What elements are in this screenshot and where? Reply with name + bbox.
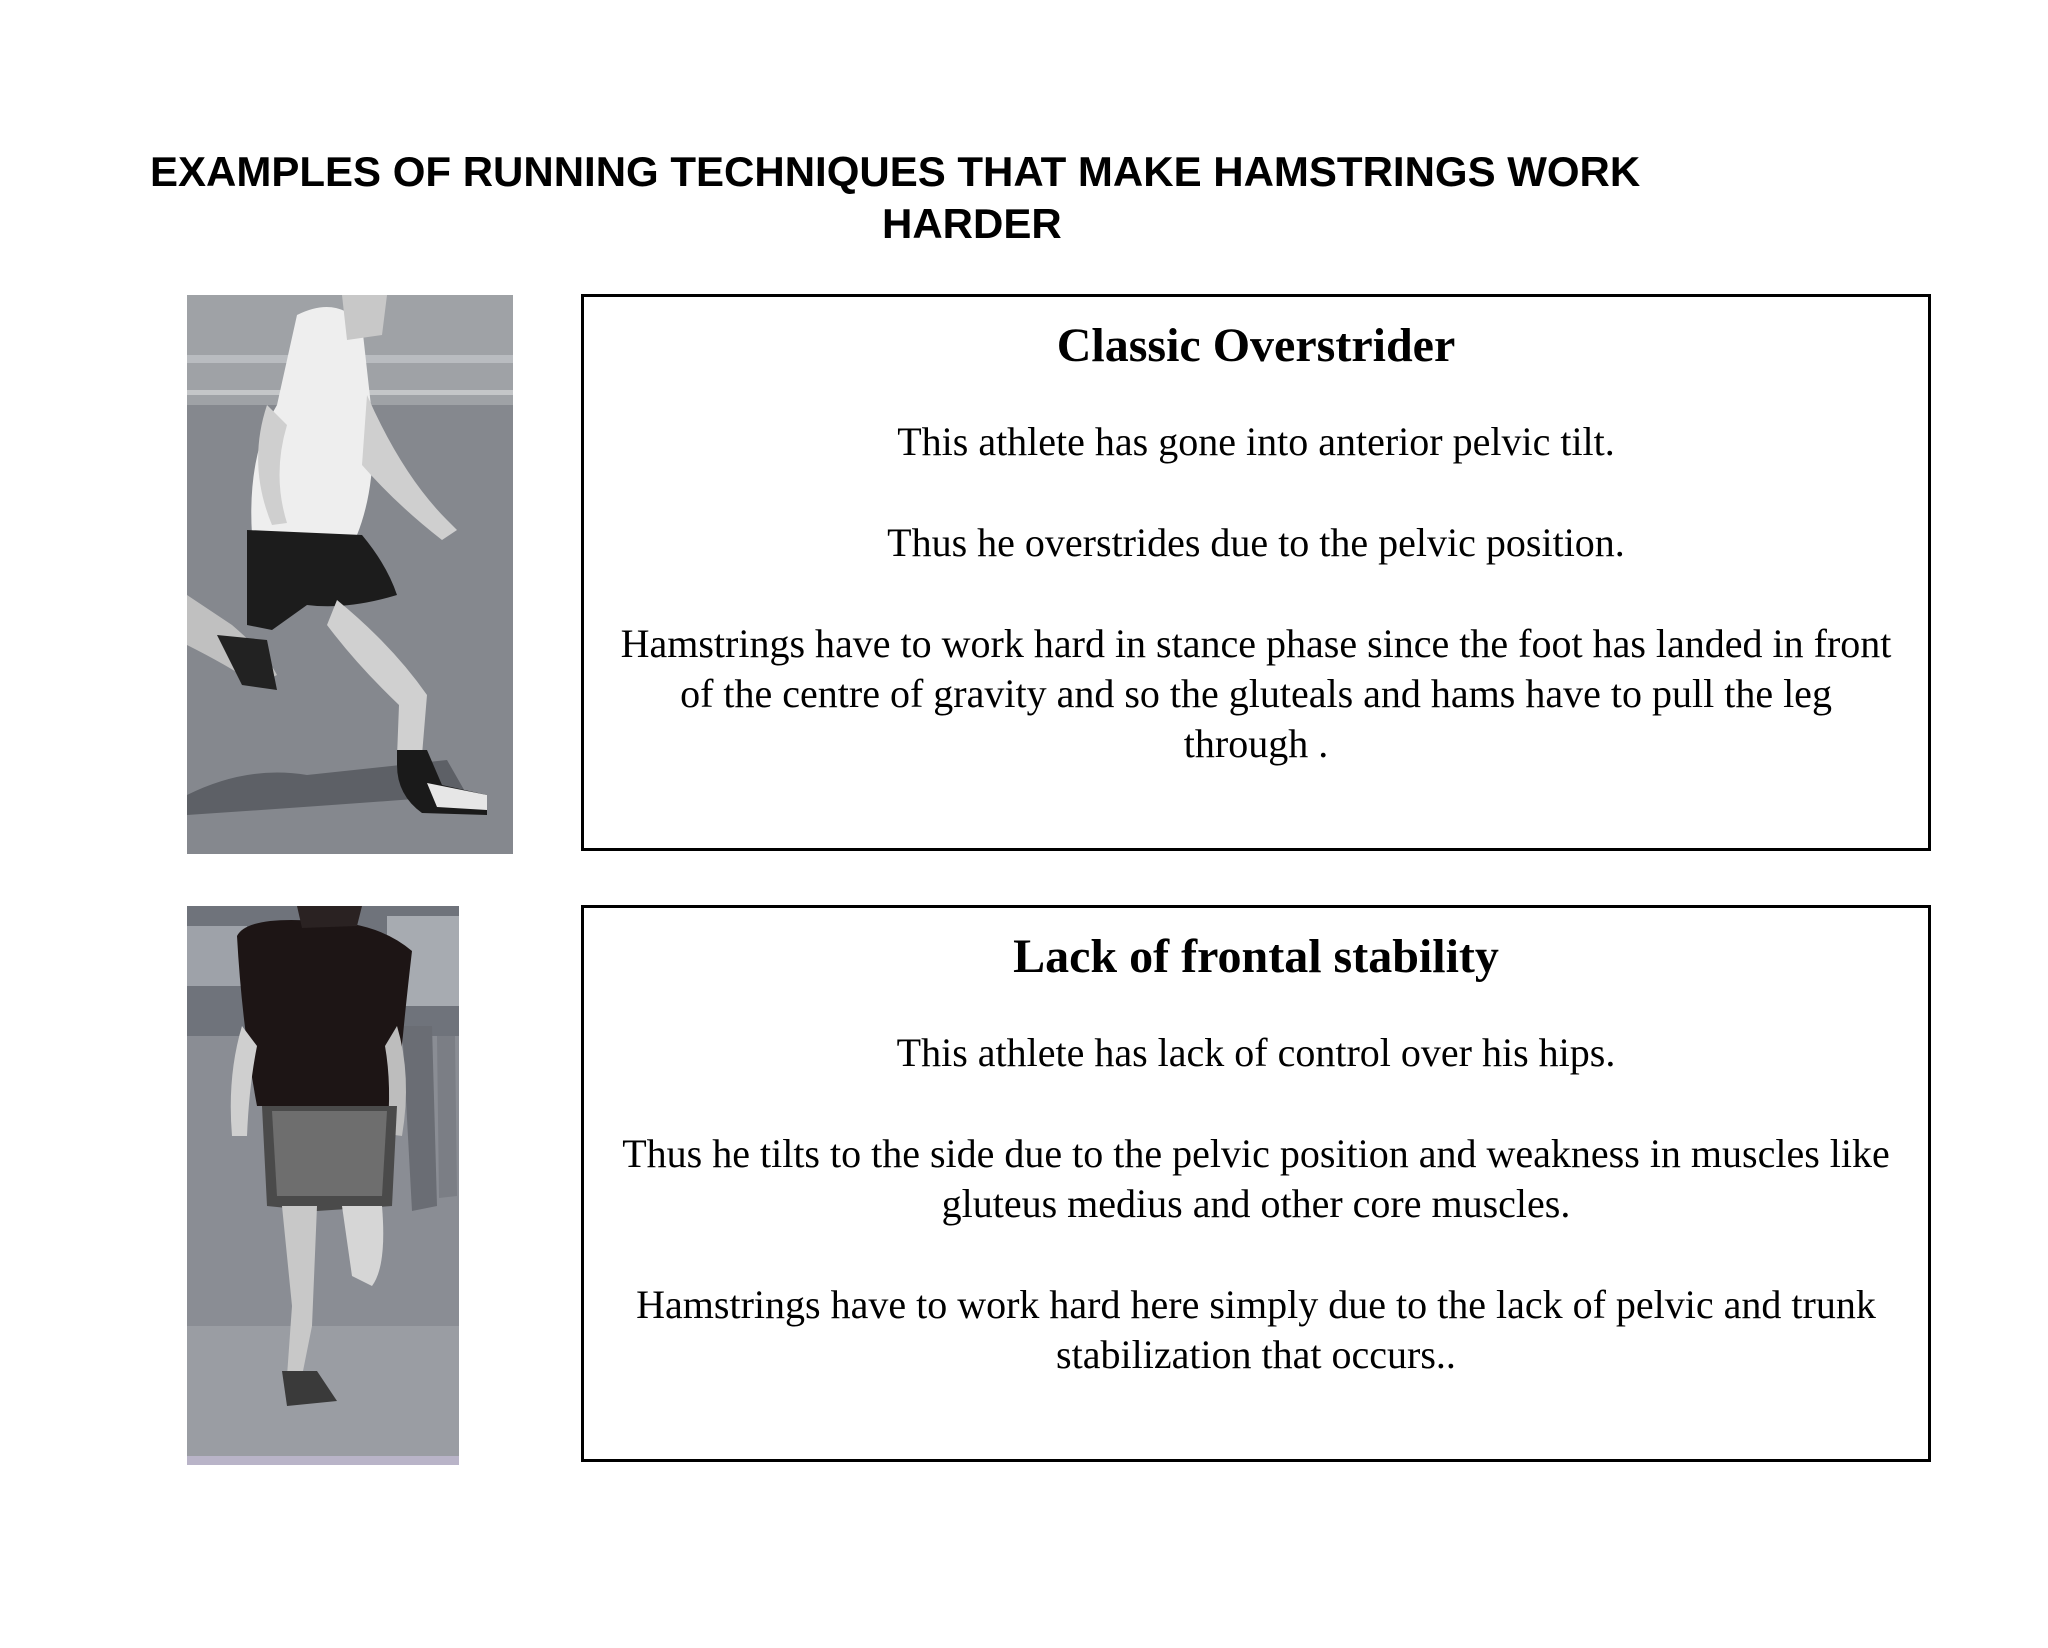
page-title-line-2: HARDER (882, 200, 1062, 247)
section-heading: Lack of frontal stability (1013, 930, 1499, 983)
runner-side-view-photo (187, 295, 513, 854)
lack-of-frontal-stability-card (581, 905, 1931, 1462)
section-paragraph: This athlete has lack of control over his hips. (896, 1030, 1616, 1075)
section-paragraph: This athlete has gone into anterior pelvic tilt. (897, 419, 1615, 464)
section-paragraph: Hamstrings have to work hard here simply due to the lack of pelvic and trunk stabilization that occurs.. (636, 1282, 1876, 1377)
section-heading: Classic Overstrider (1056, 319, 1456, 372)
runner-rear-view-photo (187, 906, 459, 1465)
page-title-line-1: EXAMPLES OF RUNNING TECHNIQUES THAT MAKE HAMSTRINGS WORK (150, 148, 1641, 195)
section-paragraph: Hamstrings have to work hard in stance phase since the foot has landed in front of the centre of gravity and so the gluteals and hams have to pull the leg through . (620, 621, 1892, 766)
classic-overstrider-card (581, 294, 1931, 851)
section-paragraph: Thus he overstrides due to the pelvic position. (887, 520, 1625, 565)
section-paragraph: Thus he tilts to the side due to the pelvic position and weakness in muscles like gluteus medius and other core muscles. (622, 1131, 1890, 1226)
page-title (150, 146, 1950, 250)
